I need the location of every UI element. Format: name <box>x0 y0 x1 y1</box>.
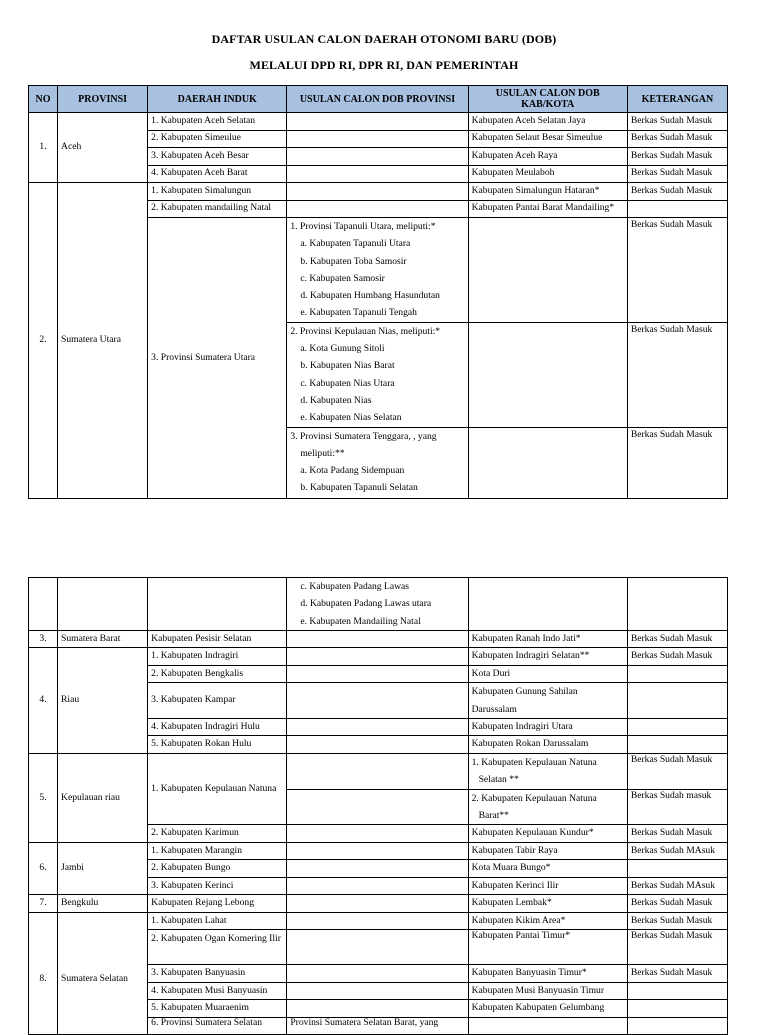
keterangan-cell: Berkas Sudah Masuk <box>627 218 727 323</box>
list-item: b. Kabupaten Toba Samosir <box>300 255 407 267</box>
keterangan-cell: Berkas Sudah Masuk <box>627 148 727 166</box>
dob-provinsi-cell <box>287 842 468 860</box>
daerah-induk-cell: 6. Provinsi Sumatera Selatan <box>148 1017 287 1035</box>
dob-provinsi-cell <box>287 218 468 323</box>
dob-kab-kota-cell: Kabupaten Lembak* <box>468 895 627 913</box>
list-item: 1. Provinsi Tapanuli Utara, meliputi:* <box>290 221 436 232</box>
table-row <box>29 648 728 666</box>
dob-provinsi-cell <box>287 165 468 183</box>
dob-kab-kota-cell <box>468 218 627 323</box>
list-item: a. Kabupaten Tapanuli Utara <box>300 238 411 250</box>
keterangan-cell: Berkas Sudah Masuk <box>627 630 727 648</box>
dob-provinsi-cell <box>287 200 468 218</box>
list-item: e. Kabupaten Tapanuli Tengah <box>300 307 417 319</box>
list-item: c. Kabupaten Padang Lawas <box>300 581 410 592</box>
dob-kab-kota-cell: 1. Kabupaten Kepulauan Natuna Selatan ** <box>468 753 627 789</box>
dob-provinsi-cell <box>287 322 468 427</box>
document-subtitle: MELALUI DPD RI, DPR RI, DAN PEMERINTAH <box>249 58 519 72</box>
dob-kab-kota-cell: Kabupaten Indragiri Utara <box>468 718 627 736</box>
keterangan-cell <box>627 736 727 754</box>
daerah-induk-cell: 1. Kabupaten Simalungun <box>148 183 287 201</box>
dob-provinsi-cell <box>287 113 468 131</box>
row-number: 8. <box>29 912 58 1035</box>
table-row <box>29 895 728 913</box>
row-number <box>29 578 58 631</box>
daerah-induk-cell <box>148 578 287 631</box>
daerah-induk-cell: 4. Kabupaten Indragiri Hulu <box>148 718 287 736</box>
dob-kab-kota-cell: Kabupaten Simalungun Hataran* <box>468 183 627 201</box>
daerah-induk-cell: 3. Kabupaten Aceh Besar <box>148 148 287 166</box>
dob-provinsi-cell <box>287 895 468 913</box>
row-number: 6. <box>29 842 58 895</box>
row-number: 1. <box>29 113 58 183</box>
dob-provinsi-cell <box>287 578 468 631</box>
daerah-induk-cell: 1. Kabupaten Marangin <box>148 842 287 860</box>
dob-provinsi-cell <box>287 183 468 201</box>
dob-kab-kota-cell: Kota Muara Bungo* <box>468 860 627 878</box>
dob-table-page-1 <box>28 85 728 499</box>
daerah-induk-cell: Kabupaten Pesisir Selatan <box>148 630 287 648</box>
daerah-induk-cell: 1. Kabupaten Lahat <box>148 912 287 930</box>
daerah-induk-cell: 2. Kabupaten Bungo <box>148 860 287 878</box>
header-usulan-dob-provinsi: USULAN CALON DOB PROVINSI <box>287 86 468 113</box>
list-item: e. Kabupaten Nias Selatan <box>300 412 402 424</box>
dob-provinsi-cell <box>287 130 468 148</box>
keterangan-cell: Berkas Sudah Masuk <box>627 895 727 913</box>
keterangan-cell: Berkas Sudah Masuk <box>627 753 727 789</box>
dob-provinsi-cell <box>287 982 468 1000</box>
row-number: 5. <box>29 753 58 842</box>
keterangan-cell: Berkas Sudah masuk <box>627 789 727 825</box>
dob-kab-kota-cell: Kabupaten Kabupaten Gelumbang <box>468 1000 627 1018</box>
keterangan-cell <box>627 1000 727 1018</box>
dob-kab-kota-cell: Kabupaten Kikim Area* <box>468 912 627 930</box>
keterangan-cell <box>627 860 727 878</box>
dob-provinsi-cell <box>287 930 468 965</box>
dob-provinsi-cell <box>287 148 468 166</box>
keterangan-cell <box>627 683 727 719</box>
daerah-induk-cell: 4. Kabupaten Aceh Barat <box>148 165 287 183</box>
daerah-induk-cell: 5. Kabupaten Rokan Hulu <box>148 736 287 754</box>
keterangan-cell: Berkas Sudah Masuk <box>627 165 727 183</box>
dob-provinsi-cell <box>287 718 468 736</box>
list-item: meliputi:** <box>300 447 345 459</box>
dob-provinsi-cell <box>287 965 468 983</box>
list-item: c. Kabupaten Samosir <box>300 272 385 284</box>
table-row <box>29 183 728 201</box>
daerah-induk-cell: 1. Kabupaten Indragiri <box>148 648 287 666</box>
daerah-induk-cell: 4. Kabupaten Musi Banyuasin <box>148 982 287 1000</box>
daerah-induk-cell: 3. Kabupaten Kerinci <box>148 877 287 895</box>
dob-provinsi-cell <box>287 683 468 719</box>
keterangan-cell: Berkas Sudah Masuk <box>627 648 727 666</box>
keterangan-cell <box>627 1017 727 1035</box>
daerah-induk-cell: 3. Kabupaten Banyuasin <box>148 965 287 983</box>
header-daerah-induk: DAERAH INDUK <box>148 86 287 113</box>
daerah-induk-cell: 5. Kabupaten Muaraenim <box>148 1000 287 1018</box>
keterangan-cell <box>627 578 727 631</box>
dob-kab-kota-cell: Kabupaten Kerinci Ilir <box>468 877 627 895</box>
dob-kab-kota-cell: Kabupaten Gunung Sahilan Darussalam <box>468 683 627 719</box>
dob-kab-kota-cell: Kota Duri <box>468 665 627 683</box>
daerah-induk-cell: 2. Kabupaten Ogan Komering Ilir <box>148 930 287 965</box>
list-item: e. Kabupaten Mandailing Natal <box>300 615 421 627</box>
keterangan-cell: Berkas Sudah MAsuk <box>627 877 727 895</box>
keterangan-cell: Berkas Sudah Masuk <box>627 912 727 930</box>
dob-kab-kota-cell <box>468 322 627 427</box>
dob-table-page-2 <box>28 577 728 1035</box>
dob-kab-kota-cell: Kabupaten Aceh Raya <box>468 148 627 166</box>
keterangan-cell <box>627 665 727 683</box>
table-row <box>29 753 728 789</box>
dob-kab-kota-cell: Kabupaten Rokan Darussalam <box>468 736 627 754</box>
keterangan-cell: Berkas Sudah Masuk <box>627 965 727 983</box>
dob-kab-kota-cell: Kabupaten Pantai Barat Mandailing* <box>468 200 627 218</box>
dob-provinsi-cell <box>287 665 468 683</box>
keterangan-cell: Berkas Sudah Masuk <box>627 183 727 201</box>
keterangan-cell <box>627 982 727 1000</box>
list-item: d. Kabupaten Humbang Hasundutan <box>300 290 440 302</box>
row-number: 4. <box>29 648 58 754</box>
row-number: 7. <box>29 895 58 913</box>
dob-provinsi-cell <box>287 789 468 825</box>
province-name: Sumatera Utara <box>58 183 148 499</box>
table-header-row <box>29 86 728 113</box>
province-name: Jambi <box>58 842 148 895</box>
list-item: b. Kabupaten Nias Barat <box>300 360 395 372</box>
dob-kab-kota-cell: Kabupaten Pantai Timur* <box>468 930 627 965</box>
daerah-induk-cell: 3. Kabupaten Kampar <box>148 683 287 719</box>
dob-provinsi-cell <box>287 648 468 666</box>
dob-provinsi-cell <box>287 736 468 754</box>
header-provinsi: PROVINSI <box>58 86 148 113</box>
dob-provinsi-cell <box>287 912 468 930</box>
keterangan-cell: Berkas Sudah Masuk <box>627 825 727 843</box>
list-item: c. Kabupaten Nias Utara <box>300 377 395 389</box>
daerah-induk-cell: 3. Provinsi Sumatera Utara <box>148 218 287 499</box>
daerah-induk-cell: 2. Kabupaten mandailing Natal <box>148 200 287 218</box>
daerah-induk-cell: 1. Kabupaten Aceh Selatan <box>148 113 287 131</box>
table-row <box>29 630 728 648</box>
province-name: Sumatera Selatan <box>58 912 148 1035</box>
dob-kab-kota-cell <box>468 1017 627 1035</box>
table-row <box>29 842 728 860</box>
dob-provinsi-cell <box>287 877 468 895</box>
dob-kab-kota-cell: Kabupaten Selaut Besar Simeulue <box>468 130 627 148</box>
dob-provinsi-cell <box>287 630 468 648</box>
dob-kab-kota-cell: Kabupaten Banyuasin Timur* <box>468 965 627 983</box>
keterangan-cell <box>627 718 727 736</box>
province-name: Aceh <box>58 113 148 183</box>
province-name: Riau <box>58 648 148 754</box>
dob-kab-kota-cell: Kabupaten Aceh Selatan Jaya <box>468 113 627 131</box>
list-item: 3. Provinsi Sumatera Tenggara, , yang <box>290 430 437 442</box>
list-item: 2. Provinsi Kepulauan Nias, meliputi:* <box>290 325 441 337</box>
province-name <box>58 578 148 631</box>
dob-kab-kota-cell: Kabupaten Meulaboh <box>468 165 627 183</box>
dob-kab-kota-cell: Kabupaten Kepulauan Kundur* <box>468 825 627 843</box>
dob-kab-kota-cell <box>468 427 627 498</box>
list-item: d. Kabupaten Nias <box>300 394 372 406</box>
list-item: a. Kota Gunung Sitoli <box>300 343 385 355</box>
dob-provinsi-cell <box>287 427 468 498</box>
dob-provinsi-cell <box>287 753 468 789</box>
dob-kab-kota-cell: Kabupaten Tabir Raya <box>468 842 627 860</box>
document-title: DAFTAR USULAN CALON DAERAH OTONOMI BARU (DOB) <box>211 32 557 46</box>
dob-kab-kota-cell: Kabupaten Indragiri Selatan** <box>468 648 627 666</box>
dob-kab-kota-cell: 2. Kabupaten Kepulauan Natuna Barat** <box>468 789 627 825</box>
dob-provinsi-cell <box>287 825 468 843</box>
table-row <box>29 578 728 631</box>
province-name: Sumatera Barat <box>58 630 148 648</box>
daerah-induk-cell: 1. Kabupaten Kepulauan Natuna <box>148 753 287 824</box>
list-item: b. Kabupaten Tapanuli Selatan <box>300 482 418 494</box>
row-number: 2. <box>29 183 58 499</box>
keterangan-cell: Berkas Sudah Masuk <box>627 322 727 427</box>
keterangan-cell: Berkas Sudah Masuk <box>627 427 727 498</box>
dob-provinsi-cell: Provinsi Sumatera Selatan Barat, yang <box>287 1017 468 1035</box>
dob-kab-kota-cell <box>468 578 627 631</box>
keterangan-cell: Berkas Sudah Masuk <box>627 113 727 131</box>
header-keterangan: KETERANGAN <box>627 86 727 113</box>
daerah-induk-cell: 2. Kabupaten Bengkalis <box>148 665 287 683</box>
dob-provinsi-cell <box>287 1000 468 1018</box>
keterangan-cell: Berkas Sudah Masuk <box>627 130 727 148</box>
dob-kab-kota-cell: Kabupaten Ranah Indo Jati* <box>468 630 627 648</box>
province-name: Kepulauan riau <box>58 753 148 842</box>
row-number: 3. <box>29 630 58 648</box>
keterangan-cell <box>627 200 727 218</box>
dob-kab-kota-cell: Kabupaten Musi Banyuasin Timur <box>468 982 627 1000</box>
table-row <box>29 113 728 131</box>
keterangan-cell: Berkas Sudah MAsuk <box>627 842 727 860</box>
header-no: NO <box>29 86 58 113</box>
table-row <box>29 912 728 930</box>
list-item: d. Kabupaten Padang Lawas utara <box>300 598 432 610</box>
daerah-induk-cell: Kabupaten Rejang Lebong <box>148 895 287 913</box>
province-name: Bengkulu <box>58 895 148 913</box>
list-item: a. Kota Padang Sidempuan <box>300 465 405 477</box>
keterangan-cell: Berkas Sudah Masuk <box>627 930 727 965</box>
daerah-induk-cell: 2. Kabupaten Karimun <box>148 825 287 843</box>
daerah-induk-cell: 2. Kabupaten Simeulue <box>148 130 287 148</box>
dob-provinsi-cell <box>287 860 468 878</box>
header-usulan-dob-kab-kota: USULAN CALON DOB KAB/KOTA <box>468 86 627 113</box>
